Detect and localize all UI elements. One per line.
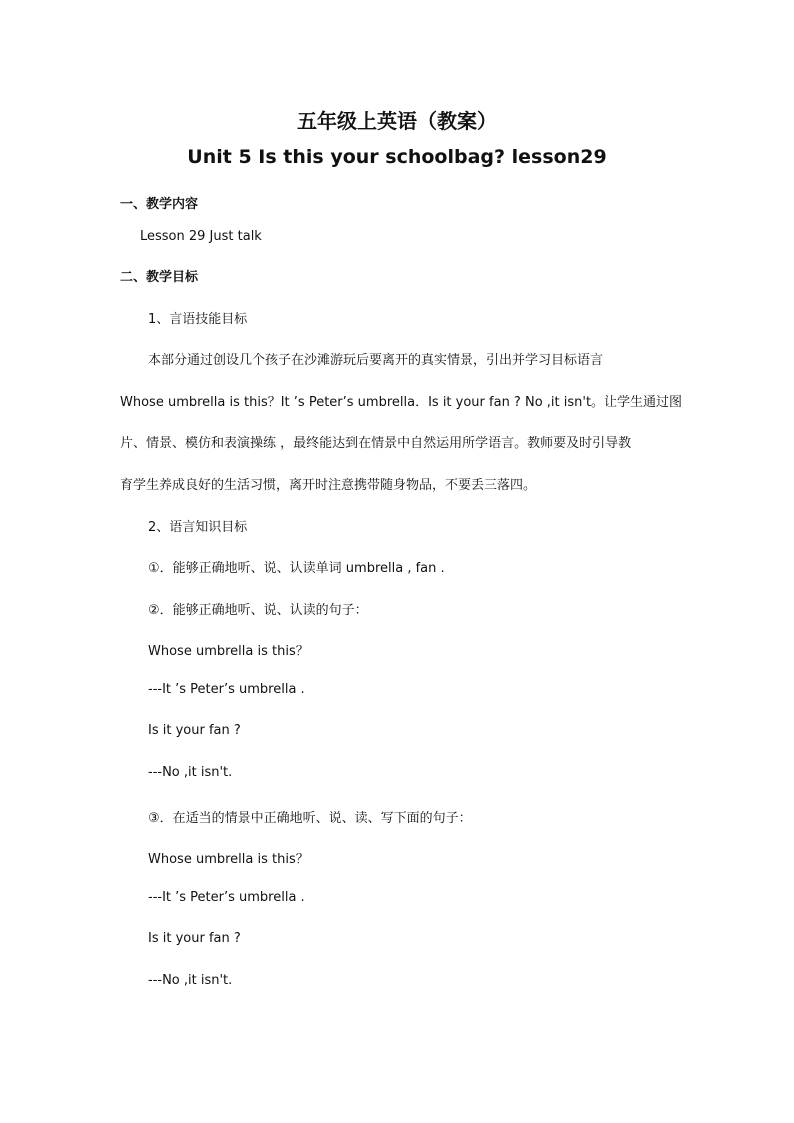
paragraph-line: 本部分通过创设几个孩子在沙滩游玩后要离开的真实情景，引出并学习目标语言 xyxy=(148,353,604,368)
paragraph-line: 片、情景、模仿和表演操练 ，最终能达到在情景中自然运用所学语言。教师要及时引导教 xyxy=(120,436,632,451)
section-heading-objectives: 二、教学目标 xyxy=(120,270,199,285)
lesson-title: Lesson 29 Just talk xyxy=(140,229,262,244)
example-sentence: ---It ’s Peter’s umbrella . xyxy=(148,890,305,905)
objective-item: ②．能够正确地听、说、认读的句子： xyxy=(148,603,368,618)
example-sentence: Is it your fan ? xyxy=(148,723,241,738)
example-sentence: Is it your fan ? xyxy=(148,931,241,946)
section-heading-content: 一、教学内容 xyxy=(120,197,199,212)
paragraph-line: 育学生养成良好的生活习惯，离开时注意携带随身物品，不要丢三落四。 xyxy=(120,478,537,493)
example-sentence: Whose umbrella is this？ xyxy=(148,852,309,867)
example-sentence: Whose umbrella is this？ xyxy=(148,644,309,659)
example-sentence: ---No ,it isn't. xyxy=(148,765,233,780)
subheading-skill-objectives: 1、言语技能目标 xyxy=(148,312,248,327)
document-title: 五年级上英语（教案） xyxy=(297,109,497,133)
objective-item: ①．能够正确地听、说、认读单词 umbrella , fan . xyxy=(148,561,445,576)
subheading-knowledge-objectives: 2、语言知识目标 xyxy=(148,520,248,535)
objective-item: ③．在适当的情景中正确地听、说、读、写下面的句子： xyxy=(148,811,472,826)
paragraph-line: Whose umbrella is this？It ’s Peter’s umbrella．Is it your fan ? No ,it isn't。让学生通过图 xyxy=(120,395,683,410)
example-sentence: ---No ,it isn't. xyxy=(148,973,233,988)
document-subtitle: Unit 5 Is this your schoolbag? lesson29 xyxy=(187,146,607,168)
example-sentence: ---It ’s Peter’s umbrella . xyxy=(148,682,305,697)
